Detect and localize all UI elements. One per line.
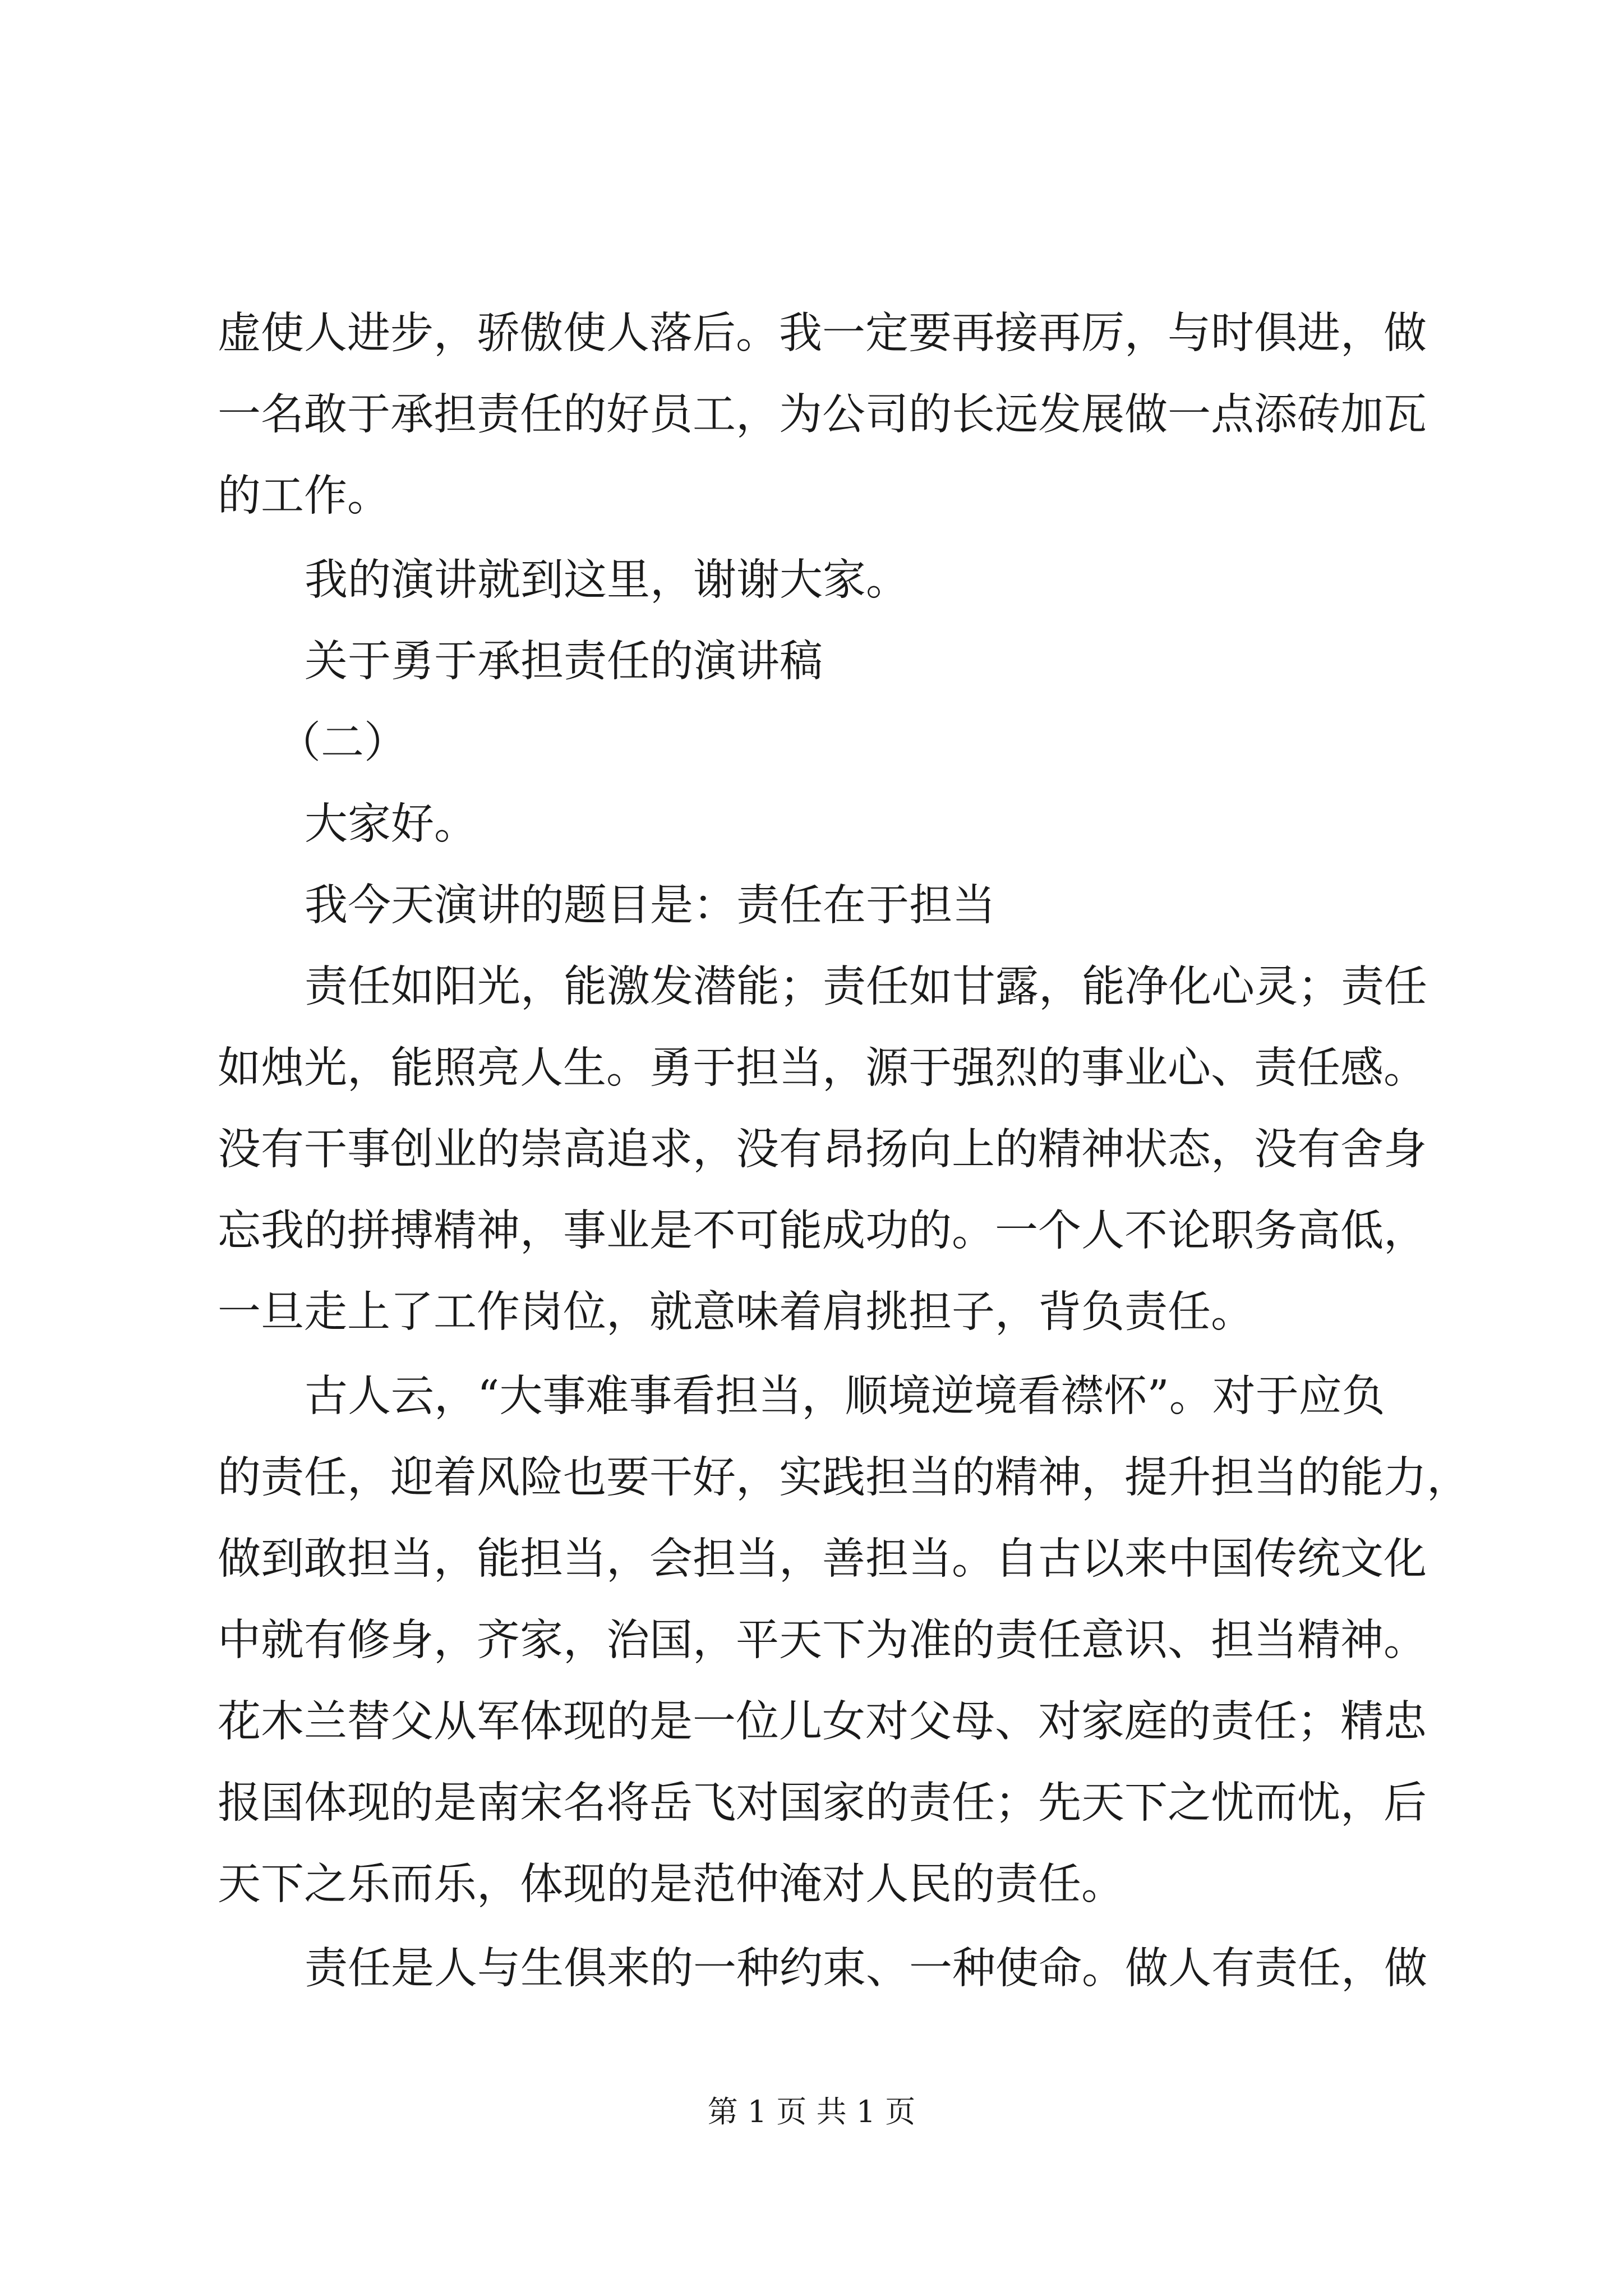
body-line: 我的演讲就到这里，谢谢大家。: [305, 555, 909, 605]
body-line: 天下之乐而乐，体现的是范仲淹对人民的责任。: [218, 1860, 1124, 1910]
body-line: 花木兰替父从军体现的是一位儿女对父母、对家庭的责任；精忠: [218, 1697, 1427, 1747]
section-title: 关于勇于承担责任的演讲稿: [305, 637, 823, 687]
body-line: 报国体现的是南宋名将岳飞对国家的责任；先天下之忧而忧，后: [218, 1778, 1427, 1828]
body-line: 忘我的拼搏精神，事业是不可能成功的。一个人不论职务高低，: [218, 1206, 1427, 1256]
page-footer: 第 1 页 共 1 页: [707, 2094, 916, 2129]
body-line: 古人云，“大事难事看担当，顺境逆境看襟怀”。对于应负: [305, 1372, 1385, 1421]
body-line: 如烛光，能照亮人生。勇于担当，源于强烈的事业心、责任感。: [218, 1043, 1427, 1093]
body-line: 我今天演讲的题目是：责任在于担当: [305, 881, 995, 931]
greeting-line: 大家好。: [305, 799, 477, 849]
body-line: 中就有修身，齐家，治国，平天下为准的责任意识、担当精神。: [218, 1616, 1427, 1665]
body-line: 做到敢担当，能担当，会担当，善担当。自古以来中国传统文化: [218, 1534, 1427, 1584]
body-line: 虚使人进步，骄傲使人落后。我一定要再接再厉，与时俱进，做: [218, 309, 1427, 358]
body-line: 一名敢于承担责任的好员工，为公司的长远发展做一点添砖加瓦: [218, 390, 1427, 440]
body-line: 责任如阳光，能激发潜能；责任如甘露，能净化心灵；责任: [305, 962, 1427, 1012]
body-line: 责任是人与生俱来的一种约束、一种使命。做人有责任，做: [305, 1944, 1427, 1994]
body-line: 的责任，迎着风险也要干好，实践担当的精神，提升担当的能力，: [218, 1453, 1470, 1503]
body-line: 没有干事创业的崇高追求，没有昂扬向上的精神状态，没有舍身: [218, 1125, 1427, 1175]
body-line: 一旦走上了工作岗位，就意味着肩挑担子，背负责任。: [218, 1287, 1254, 1337]
section-number: （二）: [278, 718, 407, 768]
body-line: 的工作。: [218, 471, 390, 521]
